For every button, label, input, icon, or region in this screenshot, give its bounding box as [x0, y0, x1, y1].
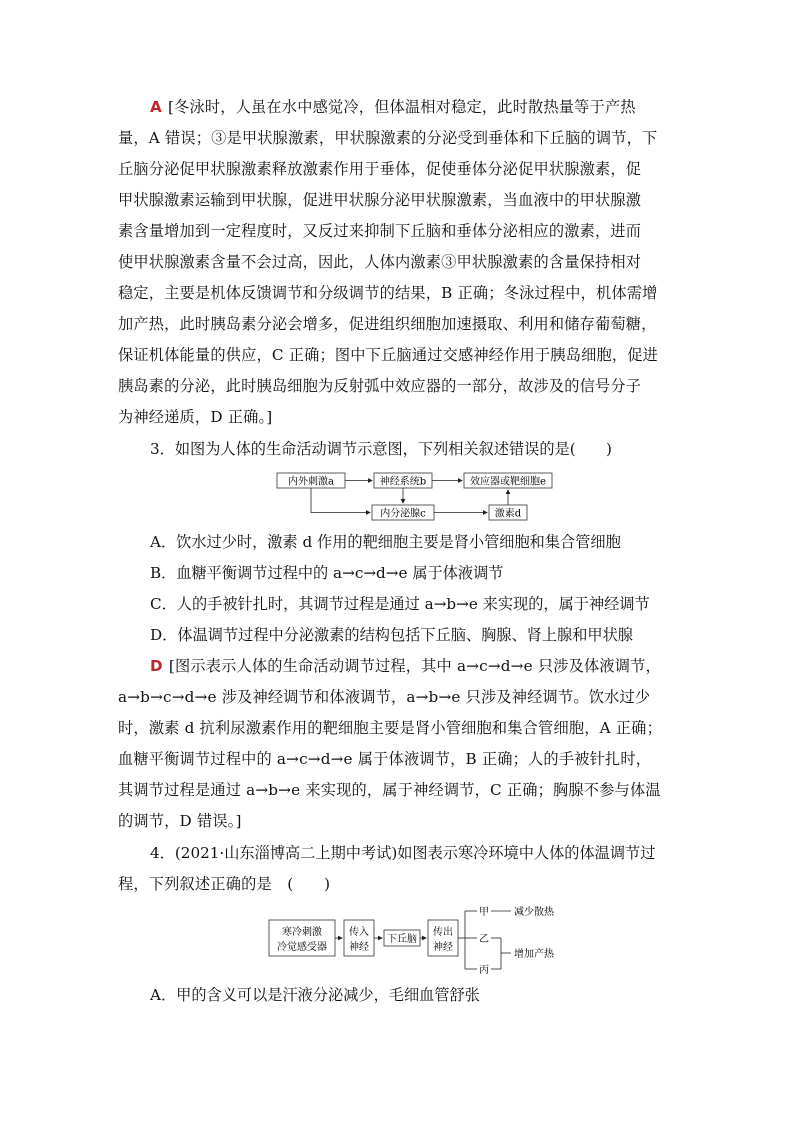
- explanation-line: 使甲状腺激素含量不会过高，因此，人体内激素③甲状腺激素的含量保持相对: [118, 253, 642, 271]
- hypothalamus-label: 下丘脑: [387, 934, 417, 945]
- label-bing: 丙: [479, 965, 489, 976]
- stimulus-label-2: 冷觉感受器: [277, 942, 327, 953]
- explanation-line: 胰岛素的分泌，此时胰岛细胞为反射弧中效应器的一部分，故涉及的信号分子: [118, 377, 642, 395]
- arrow-a-c: [311, 488, 370, 513]
- answer-letter: D: [150, 657, 163, 675]
- increase-heat-production-label: 增加产热: [514, 949, 554, 960]
- afferent-label-2: 神经: [349, 942, 369, 953]
- stimulus-label-1: 寒冷刺激: [282, 927, 322, 938]
- explanation-line: 时，激素 d 抗利尿激素作用的靶细胞主要是肾小管细胞和集合管细胞，A 正确；: [118, 719, 662, 737]
- regulation-diagram: [274, 470, 574, 524]
- question-4-stem-line2: 程，下列叙述正确的是 ( ): [118, 875, 331, 893]
- label-yi: 乙: [479, 934, 489, 945]
- efferent-label-1: 传出: [433, 927, 453, 938]
- option-c: C．人的手被针扎时，其调节过程是通过 a→b→e 来实现的，属于神经调节: [150, 595, 650, 613]
- q4-option-a: A．甲的含义可以是汗液分泌减少，毛细血管舒张: [150, 986, 480, 1004]
- explanation-line: A [冬泳时，人虽在水中感觉冷，但体温相对稳定，此时散热量等于产热: [150, 98, 636, 116]
- box-b-label: 神经系统b: [379, 476, 427, 488]
- reduce-heat-loss-label: 减少散热: [514, 907, 554, 918]
- explanation-line: 量，A 错误；③是甲状腺激素，甲状腺激素的分泌受到垂体和下丘脑的调节，下: [118, 129, 658, 147]
- option-a: A．饮水过少时，激素 d 作用的靶细胞主要是肾小管细胞和集合管细胞: [150, 533, 621, 551]
- thermoregulation-diagram: [266, 904, 596, 980]
- explanation-line: 稳定，主要是机体反馈调节和分级调节的结果，B 正确；冬泳过程中，机体需增: [118, 284, 658, 302]
- explanation-line: 的调节，D 错误。]: [118, 812, 242, 830]
- question-3-stem: 3．如图为人体的生命活动调节示意图，下列相关叙述错误的是( ): [150, 440, 612, 458]
- explanation-line: 为神经递质，D 正确。]: [118, 408, 273, 426]
- label-jia: 甲: [479, 907, 489, 918]
- explanation-q2: [118, 92, 678, 433]
- explanation-line: 丘脑分泌促甲状腺激素释放激素作用于垂体，促使垂体分泌促甲状腺激素，促: [118, 160, 642, 178]
- box-d-label: 激素d: [494, 508, 522, 520]
- afferent-label-1: 传入: [349, 927, 369, 938]
- box-c-label: 内分泌腺c: [380, 508, 426, 520]
- option-b: B．血糖平衡调节过程中的 a→c→d→e 属于体液调节: [150, 564, 504, 582]
- answer-letter: A: [150, 98, 162, 116]
- question-4-stem-line1: 4．(2021·山东淄博高二上期中考试)如图表示寒冷环境中人体的体温调节过: [150, 844, 656, 862]
- explanation-line: 甲状腺激素运输到甲状腺，促进甲状腺分泌甲状腺激素，当血液中的甲状腺激: [118, 191, 642, 209]
- explanation-line: 素含量增加到一定程度时，又反过来抑制下丘脑和垂体分泌相应的激素，进而: [118, 222, 642, 240]
- explanation-line: a→b→c→d→e 涉及神经调节和体液调节，a→b→e 只涉及神经调节。饮水过少: [118, 688, 651, 706]
- explanation-line: 保证机体能量的供应，C 正确；图中下丘脑通过交感神经作用于胰岛细胞，促进: [118, 346, 659, 364]
- explanation-line: 加产热，此时胰岛素分泌会增多，促进组织细胞加速摄取、利用和储存葡萄糖，: [118, 315, 657, 333]
- explanation-line: 其调节过程是通过 a→b→e 来实现的，属于神经调节，C 正确；胸腺不参与体温: [118, 781, 661, 799]
- explanation-q3: [118, 651, 678, 837]
- box-a-label: 内外刺激a: [288, 476, 334, 488]
- explanation-line: 血糖平衡调节过程中的 a→c→d→e 属于体液调节，B 正确；人的手被针扎时，: [118, 750, 652, 768]
- option-d: D．体温调节过程中分泌激素的结构包括下丘脑、胸腺、肾上腺和甲状腺: [150, 626, 633, 644]
- explanation-line: D [图示表示人体的生命活动调节过程，其中 a→c→d→e 只涉及体液调节，: [150, 657, 661, 675]
- box-e-label: 效应器或靶细胞e: [470, 476, 546, 488]
- efferent-label-2: 神经: [433, 942, 453, 953]
